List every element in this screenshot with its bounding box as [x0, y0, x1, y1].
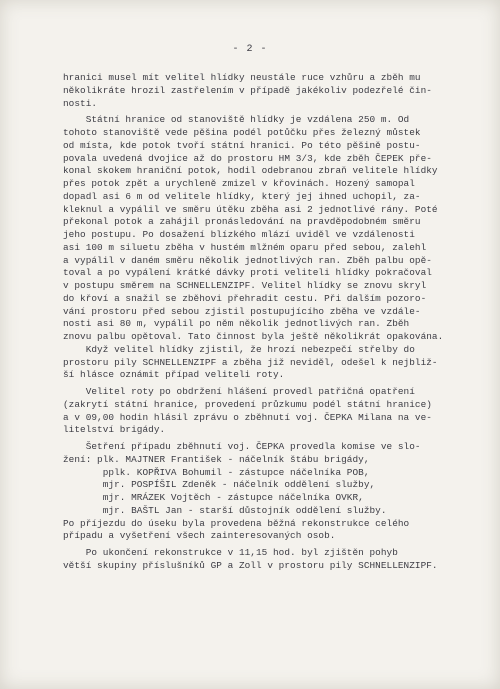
text-line: povala uvedená dvojice až do prostoru HM 3/3, kde zběh ČEPEK pře- [63, 152, 432, 164]
text-line: a v 09,00 hodin hlásil zprávu o zběhnutí voj. ČEPKA Milana na ve- [63, 411, 432, 423]
text-line: Šetření případu zběhnutí voj. ČEPKA provedla komise ve slo- [63, 441, 421, 452]
text-line: asi 100 m siluetu zběha v hustém mlžném oparu před sebou, zalehl [63, 241, 427, 253]
text-line: od místa, kde potok tvoří státní hranici. Po této pěšině postu- [63, 139, 421, 151]
text-line: případu a vyšetření všech zainteresovaných osob. [63, 530, 336, 542]
text-line: do křoví a snažil se zběhovi přehradit cestu. Při dalším pozoro- [63, 292, 427, 304]
text-line: přes potok zpět a urychleně zmizel v křovinách. Hozený samopal [63, 178, 415, 189]
text-line: Když velitel hlídky zjistil, že hrozí nebezpečí střelby do [63, 343, 415, 355]
text-line: Velitel roty po obdržení hlášení provedl patřičná opatření [63, 386, 415, 397]
text-line: několikráte hrozil zastřelením v případě jakékoliv podezřelé čin- [63, 84, 432, 96]
text-line: nosti asi 80 m, vypálil po něm několik jednotlivých ran. Zběh [63, 318, 410, 330]
text-line: Po ukončení rekonstrukce v 11,15 hod. byl zjištěn pohyb [63, 547, 398, 558]
text-line: vání prostoru před sebou zjistil postupujícího zběha ve vzdále- [63, 305, 421, 317]
text-line: znovu palbu opětoval. Tato činnost byla ještě několikrát opakována. [63, 331, 444, 342]
text-line: dopadl asi 6 m od velitele hlídky, který jej ihned uchopil, za- [63, 190, 421, 202]
text-line: konal skokem hraniční potok, hodil odebranou zbraň velitele hlídky [63, 165, 438, 177]
text-line: pplk. KOPŘIVA Bohumil - zástupce náčelníka POB, [63, 466, 370, 478]
text-line: překonal potok a zahájil pronásledování na pravděpodobném směru [63, 216, 421, 228]
text-line: tohoto stanoviště vede pěšina podél potůčku přes železný můstek [63, 127, 421, 138]
text-line: kleknul a vypálil ve směru útěku zběha asi 2 jednotlivé rány. Poté [63, 203, 438, 215]
text-line: ší hlásce oznámit případ veliteli roty. [63, 369, 285, 381]
text-line: mjr. MRÁZEK Vojtěch - zástupce náčelníka OVKR, [63, 492, 364, 503]
text-line: litelství brigády. [63, 424, 166, 436]
text-line: mjr. POSPÍŠIL Zdeněk - náčelník oddělení služby, [63, 479, 376, 491]
text-line: jeho postupu. Po dosažení blízkého mlází uviděl ve vzdálenosti [63, 229, 415, 240]
text-line: toval a po vypálení krátké dávky proti veliteli hlídky pokračoval [63, 267, 432, 279]
page-number: - 2 - [232, 44, 268, 55]
text-line: mjr. BAŠTL Jan - starší důstojník oddělení služby. [63, 504, 387, 516]
text-line: v postupu směrem na SCHNELLENZIPF. Velitel hlídky se znovu skryl [63, 280, 427, 291]
text-line: Po příjezdu do úseku byla provedena běžná rekonstrukce celého [63, 517, 410, 529]
text-line: žení: plk. MAJTNER František - náčelník štábu brigády, [63, 453, 370, 465]
text-line: a vypálil v daném směru několik jednotlivých ran. Zběh palbu opě- [63, 254, 432, 266]
body-text [63, 72, 483, 573]
text-line: hranici musel mít velitel hlídky neustále ruce vzhůru a zběh mu [63, 72, 421, 83]
text-line: Státní hranice od stanoviště hlídky je vzdálena 250 m. Od [63, 114, 410, 126]
text-line: větší skupiny příslušníků GP a Zoll v prostoru pily SCHNELLENZIPF. [63, 559, 438, 571]
text-line: (zakrytí státní hranice, provedení průzkumu podél státní hranice) [63, 398, 432, 410]
text-line: nosti. [63, 97, 98, 109]
text-line: prostoru pily SCHNELLENZIPF a zběha již neviděl, odešel k nejbliž- [63, 356, 438, 368]
